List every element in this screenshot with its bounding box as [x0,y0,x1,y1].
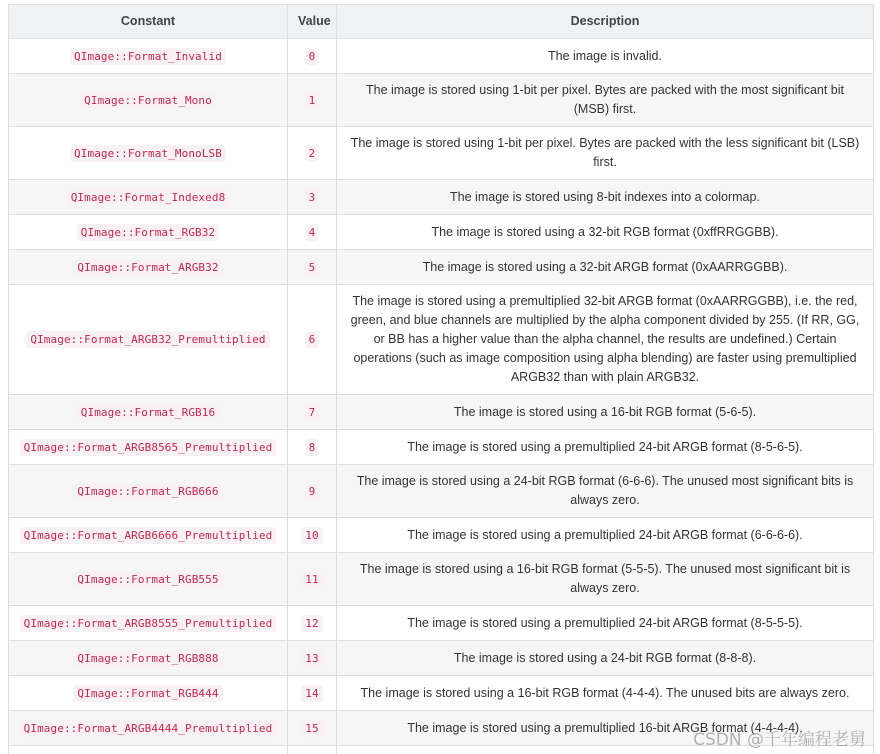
value-cell [288,606,337,641]
description-cell: The image is stored using a 24-bit RGB format (6-6-6). The unused most significant bits is always zero. [337,465,874,518]
constant-code: QImage::Format_RGB16 [77,404,219,421]
constant-code: QImage::Format_Invalid [70,48,226,65]
value-code: 10 [301,527,322,544]
value-code: 0 [305,48,320,65]
value-cell [288,395,337,430]
table-row [9,39,874,74]
constant-code: QImage::Format_RGB32 [77,224,219,241]
value-cell [288,676,337,711]
description-cell: The image is stored using a premultiplied 32-bit ARGB format (0xAARRGGBB), i.e. the red, green, and blue channels are multiplied by the alpha component divided by 255. (If RR, GG, or BB has a higher value than the alpha channel, the results are undefined.) Certain operations (such as image composition using alpha blending) are faster using premultiplied ARGB32 than with plain ARGB32. [337,285,874,395]
table-row [9,641,874,676]
description-cell: The image is stored using a premultiplied 24-bit ARGB format (8-5-5-5). [337,606,874,641]
constant-code: QImage::Format_ARGB4444_Premultiplied [20,720,277,737]
description-cell: The image is stored using 1-bit per pixel. Bytes are packed with the most significant bit (MSB) first. [337,74,874,127]
table-row [9,215,874,250]
value-cell [288,711,337,746]
value-code: 13 [301,650,322,667]
table-row [9,127,874,180]
constant-cell [9,676,288,711]
table-row [9,285,874,395]
constant-cell [9,39,288,74]
value-cell [288,215,337,250]
constant-cell [9,215,288,250]
constant-code: QImage::Format_Mono [80,92,216,109]
constant-cell [9,465,288,518]
value-cell [288,285,337,395]
value-code: 6 [305,331,320,348]
constant-cell [9,606,288,641]
description-cell: The image is stored using a 24-bit RGB format (8-8-8). [337,641,874,676]
description-cell [337,746,874,754]
value-code: 14 [301,685,322,702]
value-code: 3 [305,189,320,206]
constant-cell [9,553,288,606]
constant-cell [9,641,288,676]
value-code: 12 [301,615,322,632]
value-cell [288,641,337,676]
table-row [9,74,874,127]
constant-code: QImage::Format_RGB888 [73,650,222,667]
header-value: Value [288,5,337,39]
header-description: Description [337,5,874,39]
value-code: 1 [305,92,320,109]
value-cell [288,746,337,754]
description-cell: The image is stored using a 32-bit ARGB format (0xAARRGGBB). [337,250,874,285]
value-code: 5 [305,259,320,276]
description-cell: The image is stored using a premultiplied 24-bit ARGB format (6-6-6-6). [337,518,874,553]
table-row [9,676,874,711]
constant-code: QImage::Format_RGB444 [73,685,222,702]
description-cell: The image is stored using a 16-bit RGB format (4-4-4). The unused bits are always zero. [337,676,874,711]
constant-cell [9,180,288,215]
constant-code: QImage::Format_ARGB32_Premultiplied [26,331,269,348]
table-row [9,180,874,215]
value-code: 4 [305,224,320,241]
header-constant: Constant [9,5,288,39]
description-cell: The image is stored using 1-bit per pixel. Bytes are packed with the less significant bit (LSB) first. [337,127,874,180]
constant-code: QImage::Format_MonoLSB [70,145,226,162]
value-cell [288,465,337,518]
value-code: 9 [305,483,320,500]
table-row [9,553,874,606]
description-cell: The image is stored using a 32-bit RGB format (0xffRRGGBB). [337,215,874,250]
table-row [9,518,874,553]
value-code: 11 [301,571,322,588]
value-cell [288,180,337,215]
description-cell: The image is stored using a premultiplied 16-bit ARGB format (4-4-4-4). [337,711,874,746]
table-row [9,395,874,430]
value-cell [288,250,337,285]
constant-cell [9,746,288,754]
constant-code: QImage::Format_Indexed8 [67,189,230,206]
description-cell: The image is stored using a premultiplied 24-bit ARGB format (8-5-6-5). [337,430,874,465]
value-cell [288,430,337,465]
constant-code: QImage::Format_ARGB32 [73,259,222,276]
table-row [9,606,874,641]
description-cell: The image is invalid. [337,39,874,74]
constant-cell [9,250,288,285]
description-cell: The image is stored using 8-bit indexes into a colormap. [337,180,874,215]
value-cell [288,74,337,127]
qimage-format-table [8,4,874,754]
value-cell [288,518,337,553]
value-code: 8 [305,439,320,456]
description-cell: The image is stored using a 16-bit RGB format (5-6-5). [337,395,874,430]
constant-cell [9,430,288,465]
value-cell [288,39,337,74]
constant-code: QImage::Format_RGB555 [73,571,222,588]
table-row-partial [9,746,874,754]
description-cell: The image is stored using a 16-bit RGB format (5-5-5). The unused most significant bit is always zero. [337,553,874,606]
constant-cell [9,518,288,553]
constant-code: QImage::Format_ARGB8565_Premultiplied [20,439,277,456]
constant-cell [9,711,288,746]
table-row [9,430,874,465]
value-cell [288,127,337,180]
constant-cell [9,395,288,430]
constant-cell [9,127,288,180]
constant-code: QImage::Format_RGB666 [73,483,222,500]
table-row [9,711,874,746]
constant-code: QImage::Format_ARGB6666_Premultiplied [20,527,277,544]
value-code: 2 [305,145,320,162]
value-code: 15 [301,720,322,737]
table-row [9,465,874,518]
value-code: 7 [305,404,320,421]
table-row [9,250,874,285]
constant-cell [9,285,288,395]
constant-code: QImage::Format_ARGB8555_Premultiplied [20,615,277,632]
table-header-row [9,5,874,39]
constant-cell [9,74,288,127]
value-cell [288,553,337,606]
watermark: CSDN @千年编程老舅 [693,730,866,750]
